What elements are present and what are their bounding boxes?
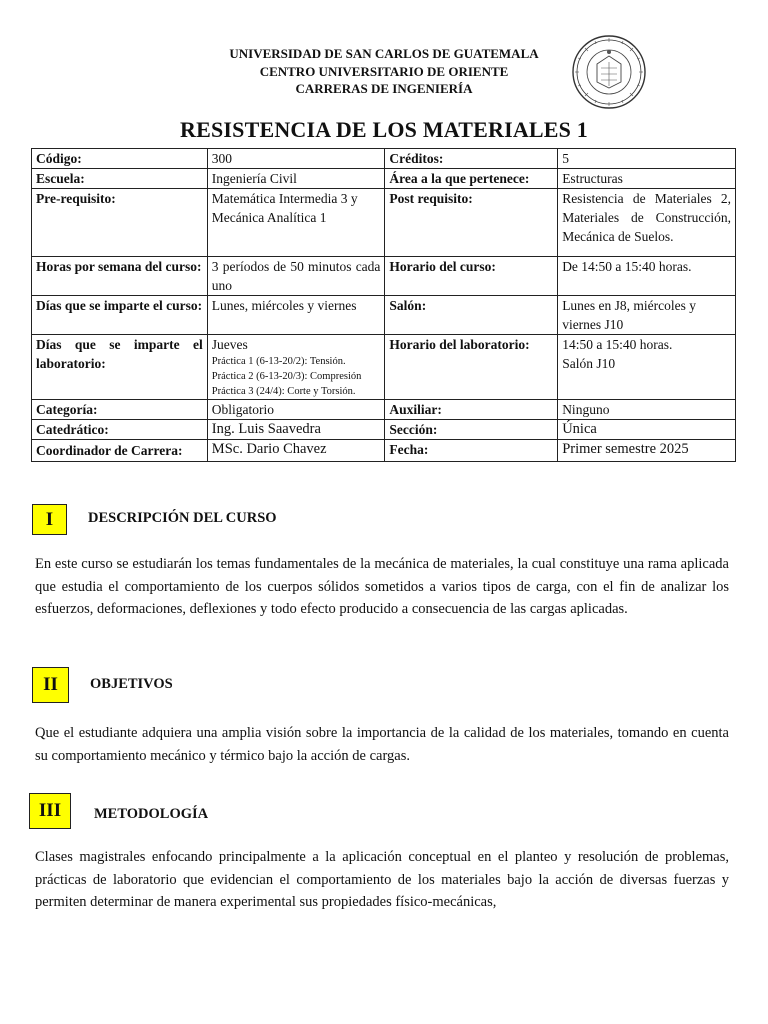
course-title: RESISTENCIA DE LOS MATERIALES 1	[179, 117, 589, 142]
catedratico-label: Catedrático:	[32, 420, 208, 440]
section-text: Clases magistrales enfocando principalmente a la aplicación conceptual en el planteo y resolución de problemas, prácticas de laboratorio que evidencian el comportamiento de los materiales bajo la acción de diversas fuerzas y permiten determinar de manera experimental sus propiedades físico-mecánicas,	[35, 849, 729, 910]
section-title: OBJETIVOS	[90, 676, 173, 692]
university-name: UNIVERSIDAD DE SAN CARLOS DE GUATEMALA	[229, 46, 539, 61]
table-row	[32, 420, 736, 440]
table-row	[32, 189, 736, 257]
table-row	[32, 400, 736, 420]
section-number-box: III	[29, 793, 71, 829]
section-text: En este curso se estudiarán los temas fundamentales de la mecánica de materiales, la cual constituye una rama aplicada que estudia el comportamiento de los cuerpos sólidos sometidos a varios tipos de carga, con el fin de analizar los esfuerzos, deformaciones, deflexiones y todo efecto producido a consecuencia de las cargas aplicadas.	[35, 556, 729, 617]
salon-label: Salón:	[385, 296, 558, 335]
horario-lab-label: Horario del laboratorio:	[385, 335, 558, 400]
table-row	[32, 440, 736, 462]
careers-name: CARRERAS DE INGENIERÍA	[295, 81, 473, 96]
coordinador-label: Coordinador de Carrera:	[32, 440, 208, 462]
creditos-label: Créditos:	[385, 149, 558, 169]
prereq-label: Pre-requisito:	[32, 189, 208, 257]
table-row	[32, 257, 736, 296]
auxiliar-label: Auxiliar:	[385, 400, 558, 420]
dias-lab-label: Días que se imparte el laboratorio:	[32, 335, 208, 400]
escuela-value: Ingeniería Civil	[207, 169, 385, 189]
prereq-value: Matemática Intermedia 3 y Mecánica Analítica 1	[207, 189, 385, 257]
categoria-label: Categoría:	[32, 400, 208, 420]
table-row	[32, 296, 736, 335]
fecha-value: Primer semestre 2025	[558, 440, 736, 462]
practica-2: Práctica 2 (6-13-20/3): Compresión	[211, 371, 362, 382]
table-row	[32, 335, 736, 400]
dias-lab-cell	[207, 335, 385, 400]
section-number-box: II	[32, 667, 69, 703]
course-info-table	[31, 148, 736, 462]
dias-lab-value: Jueves	[211, 337, 248, 352]
horario-lab-cell	[558, 335, 736, 400]
categoria-value: Obligatorio	[207, 400, 385, 420]
horario-lab-value: 14:50 a 15:40 horas.	[562, 337, 673, 352]
university-seal-icon	[571, 34, 647, 110]
institution-header	[0, 45, 768, 98]
creditos-value: 5	[558, 149, 736, 169]
practica-1: Práctica 1 (6-13-20/2): Tensión.	[211, 356, 346, 367]
area-value: Estructuras	[558, 169, 736, 189]
escuela-label: Escuela:	[32, 169, 208, 189]
codigo-label: Código:	[32, 149, 208, 169]
section-number-box: I	[32, 504, 67, 535]
salon-lab-value: Salón J10	[562, 356, 616, 371]
horario-label: Horario del curso:	[385, 257, 558, 296]
postreq-value: Resistencia de Materiales 2, Materiales de Construcción, Mecánica de Suelos.	[558, 189, 736, 257]
area-label: Área a la que pertenece:	[385, 169, 558, 189]
horario-value: De 14:50 a 15:40 horas.	[558, 257, 736, 296]
center-name: CENTRO UNIVERSITARIO DE ORIENTE	[259, 63, 509, 79]
fecha-label: Fecha:	[385, 440, 558, 462]
dias-label: Días que se imparte el curso:	[32, 296, 208, 335]
auxiliar-value: Ninguno	[558, 400, 736, 420]
seccion-value: Única	[558, 420, 736, 440]
section-title: METODOLOGÍA	[94, 806, 209, 822]
catedratico-value: Ing. Luis Saavedra	[207, 420, 385, 440]
horas-label: Horas por semana del curso:	[32, 257, 208, 296]
table-row	[32, 149, 736, 169]
horas-value: 3 períodos de 50 minutos cada uno	[207, 257, 385, 296]
practica-3: Práctica 3 (24/4): Corte y Torsión.	[211, 386, 356, 397]
dias-value: Lunes, miércoles y viernes	[207, 296, 385, 335]
section-text: Que el estudiante adquiera una amplia visión sobre la importancia de la calidad de los materiales, tomando en cuenta su comportamiento mecánico y térmico bajo la acción de cargas.	[35, 725, 729, 764]
table-row	[32, 169, 736, 189]
codigo-value: 300	[207, 149, 385, 169]
coordinador-value: MSc. Dario Chavez	[207, 440, 385, 462]
salon-value: Lunes en J8, miércoles y viernes J10	[558, 296, 736, 335]
seccion-label: Sección:	[385, 420, 558, 440]
section-title: DESCRIPCIÓN DEL CURSO	[88, 510, 277, 526]
postreq-label: Post requisito:	[385, 189, 558, 257]
